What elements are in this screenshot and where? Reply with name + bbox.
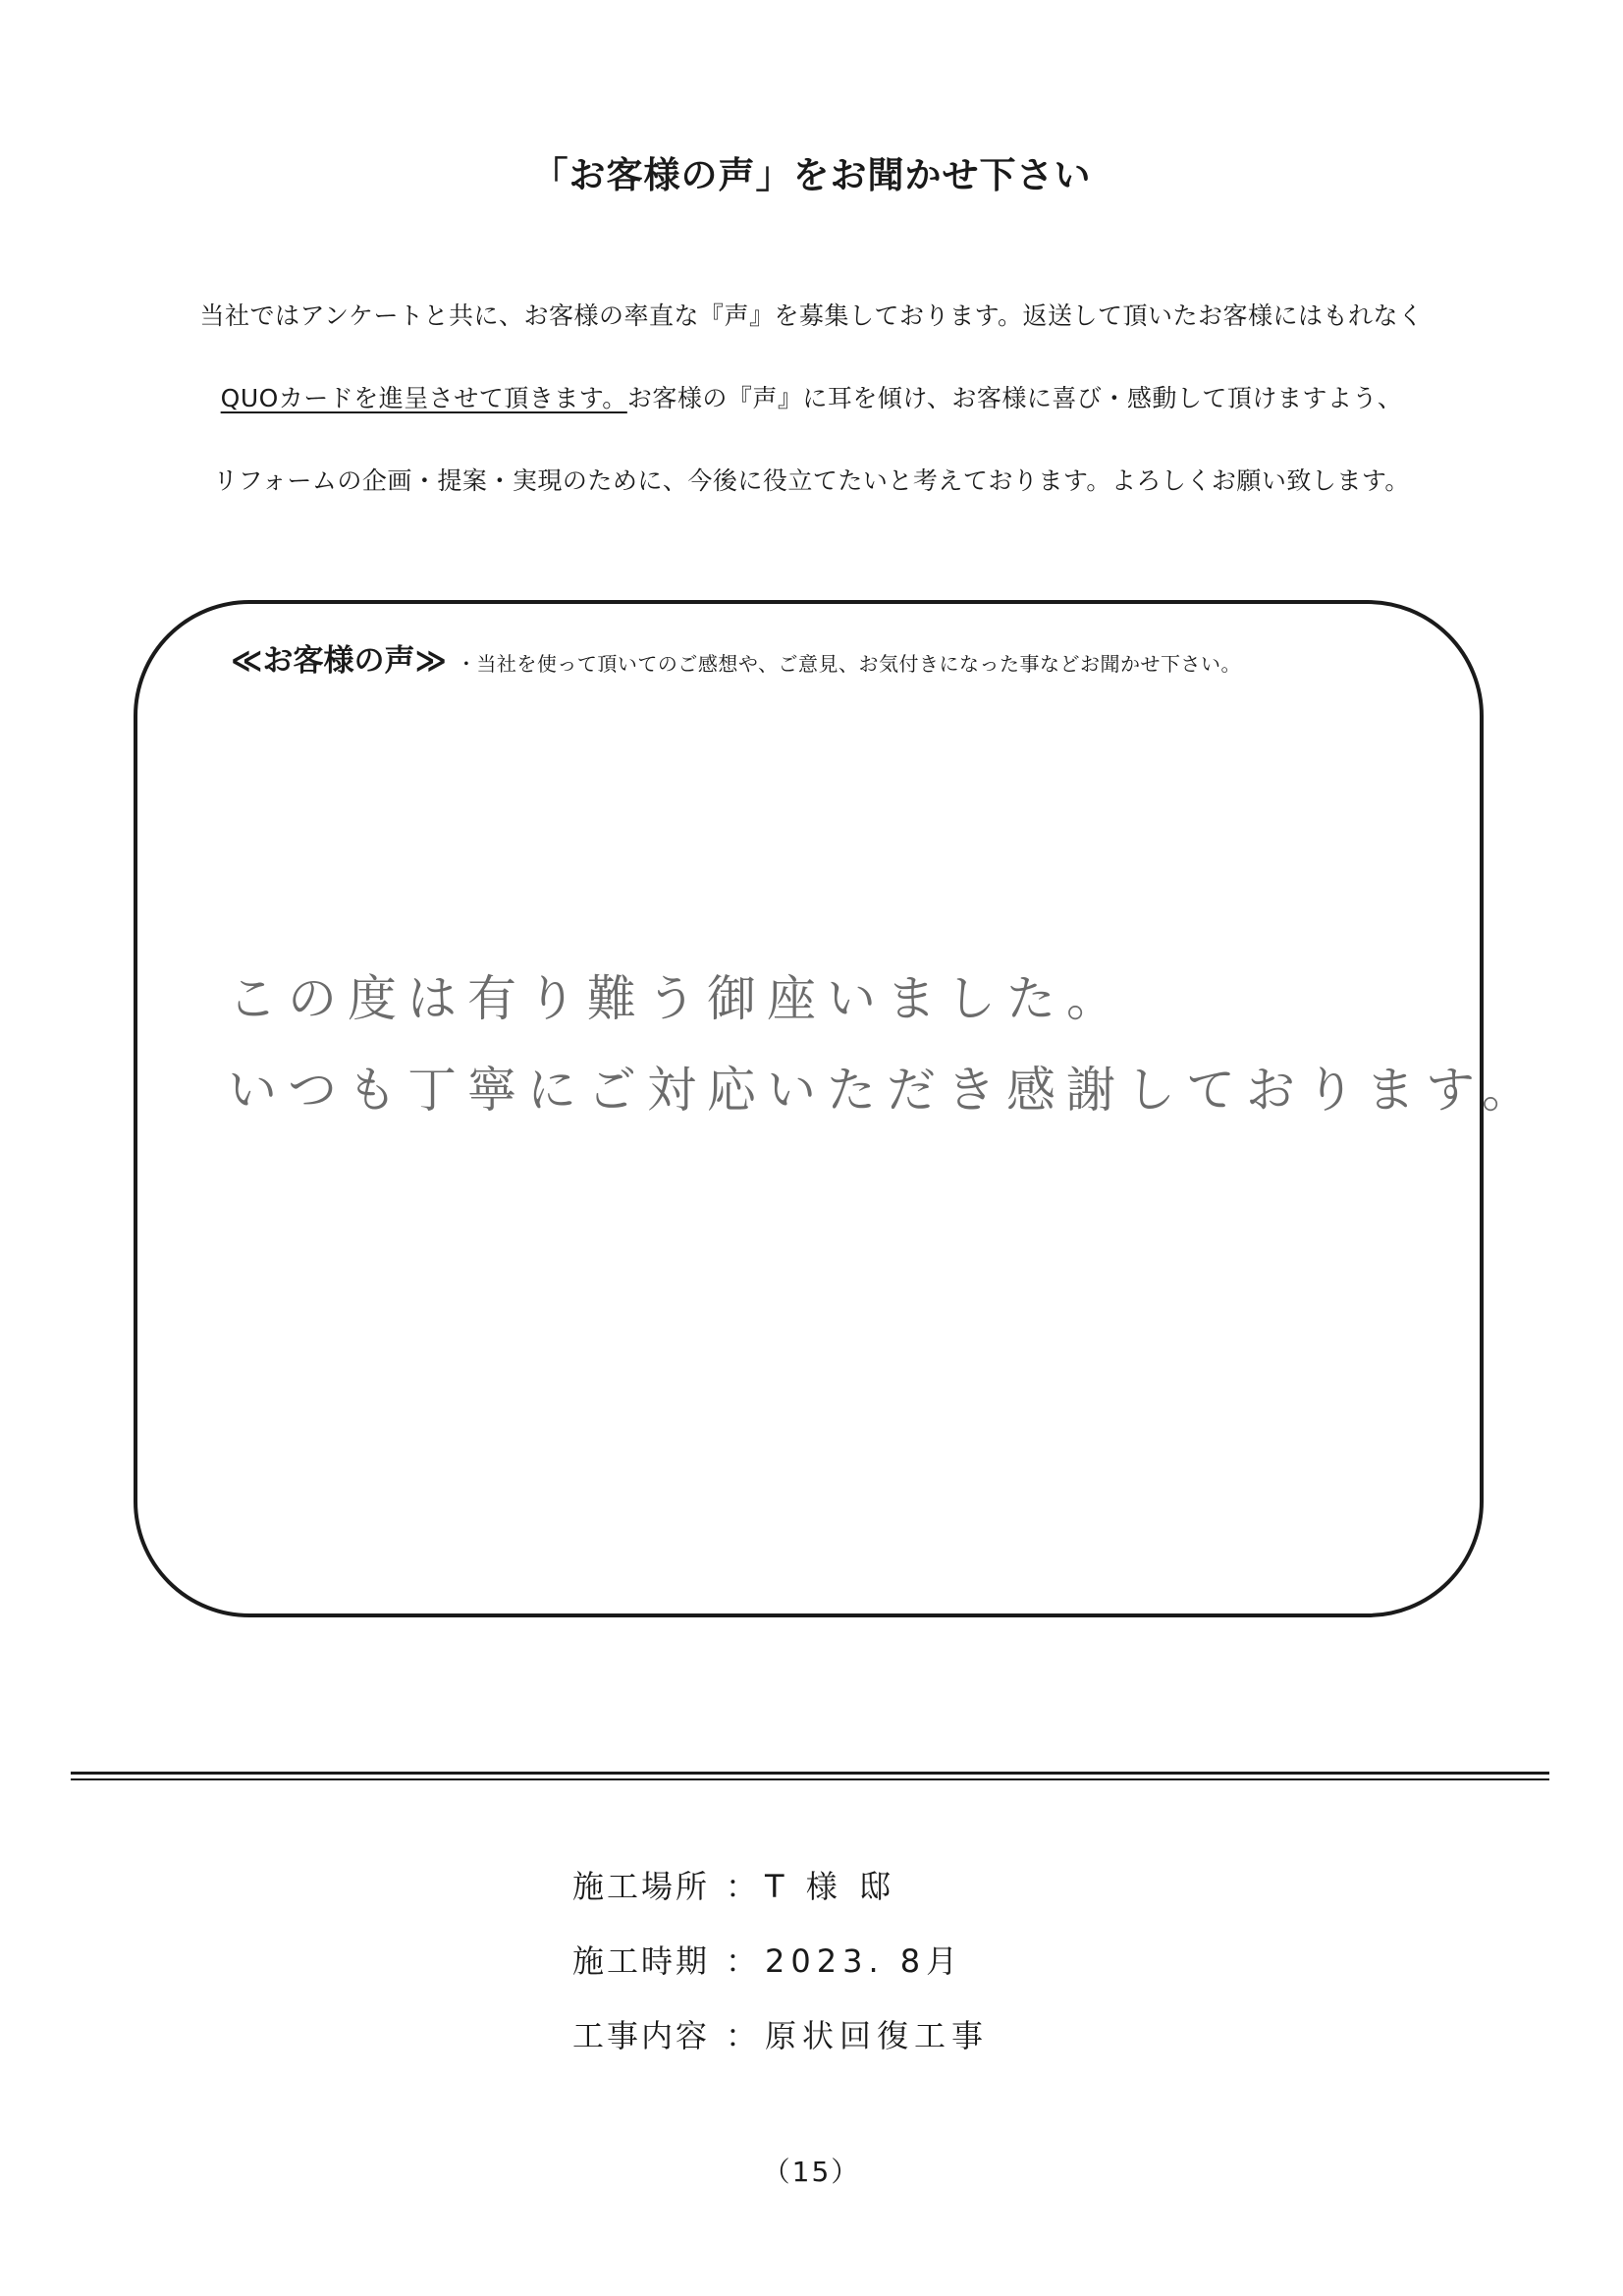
detail-colon: ：: [725, 2017, 759, 2054]
detail-label-period: 施工時期: [572, 1942, 711, 1980]
intro-line-2: [0, 379, 1623, 414]
detail-value-location: T 様 邸: [765, 1868, 896, 1905]
handwritten-comment: [228, 954, 1542, 1136]
customer-voice-box: [134, 600, 1542, 1617]
detail-label-location: 施工場所: [572, 1868, 711, 1905]
detail-colon: ：: [725, 1942, 759, 1980]
intro-line-3: リフォームの企画・提案・実現のために、今後に役立てたいと考えております。よろしくお願い致します。: [213, 466, 1410, 495]
detail-colon: ：: [725, 1868, 759, 1905]
detail-row-work-type: [572, 2014, 989, 2089]
handwritten-line-1: この度は有り難う御座いました。: [228, 970, 1126, 1027]
double-rule-divider: [71, 1772, 1549, 1780]
voice-box-heading: [231, 635, 1241, 680]
voice-box-label: ≪お客様の声≫: [231, 643, 447, 679]
intro-line-1: 当社ではアンケートと共に、お客様の率直な『声』を募集しております。返送して頂いたお客様にはもれなく: [199, 301, 1424, 330]
quo-card-notice: QUOカードを進呈させて頂きます。: [220, 384, 627, 412]
intro-line-2-rest: お客様の『声』に耳を傾け、お客様に喜び・感動して頂けますよう、: [626, 384, 1403, 412]
detail-label-work-type: 工事内容: [572, 2017, 711, 2054]
detail-value-period: 2023. 8月: [765, 1942, 964, 1980]
voice-box-instructions: ・当社を使って頂いてのご感想や、ご意見、お気付きになった事などお聞かせ下さい。: [456, 652, 1242, 676]
handwritten-line-2: いつも丁寧にご対応いただき感謝しております。: [228, 1062, 1542, 1119]
detail-value-work-type: 原状回復工事: [765, 2017, 990, 2054]
page-title: 「お客様の声」をお聞かせ下さい: [531, 154, 1092, 196]
page-number: （15）: [762, 2156, 861, 2188]
detail-row-period: [572, 1940, 989, 2014]
detail-row-location: [572, 1865, 989, 1940]
construction-details: [572, 1865, 989, 2089]
